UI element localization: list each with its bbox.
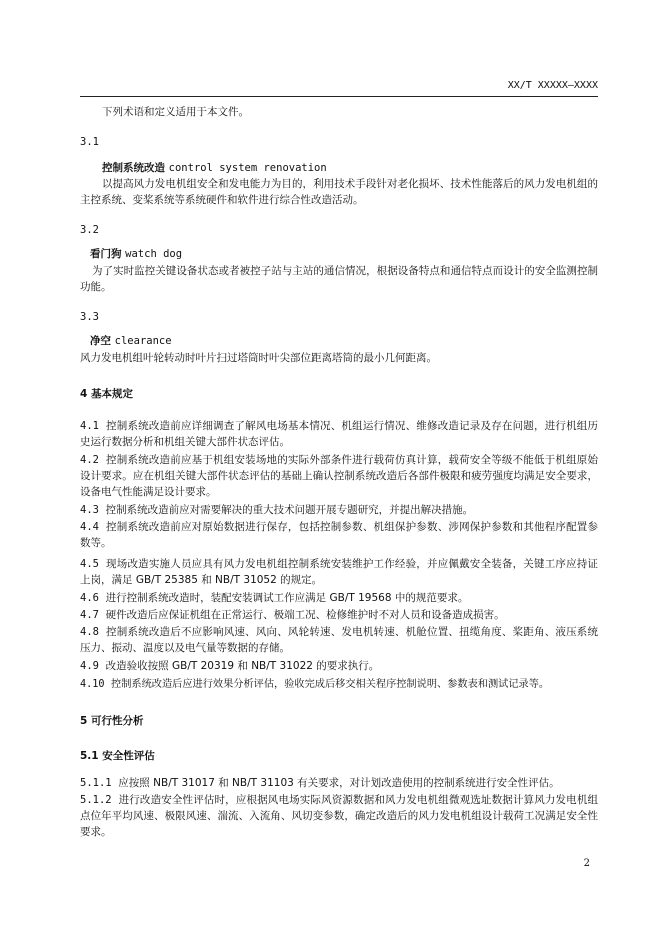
- clause: [80, 677, 598, 693]
- clause-text: 现场改造实施人员应具有风力发电机组控制系统安装维护工作经验，并应佩戴安全装备，关键工序应持证上岗，满足 GB/T 25385 和 NB/T 31052 的规定。: [80, 558, 598, 586]
- clause: [80, 590, 598, 606]
- clause: [80, 792, 598, 840]
- clause-number: 4.5: [80, 558, 99, 570]
- term-definition: 为了实时监控关键设备状态或者被控子站与主站的通信情况，根据设备特点和通信特点而设计的安全监测控制功能。: [80, 265, 598, 293]
- term-name: 控制系统改造: [102, 162, 165, 174]
- clause-text: 控制系统改造前应详细调查了解风电场基本情况、机组运行情况、维修改造记录及存在问题，进行机组历史运行数据分析和机组关键大部件状态评估。: [80, 420, 598, 448]
- term-number: 3.3: [80, 311, 99, 323]
- term-number: 3.2: [80, 224, 99, 236]
- clause-text: 控制系统改造前应基于机组安装场地的实际外部条件进行载荷仿真计算，载荷安全等级不能低于机组原始设计要求。应在机组关键大部件状态评估的基础上确认控制系统改造后各部件极限和疲劳强度均满足安全要求，设备电气性能满足设计要求。: [80, 454, 598, 498]
- term-number: 3.1: [80, 136, 99, 148]
- term-title: [90, 333, 172, 348]
- clause-number: 4.2: [80, 454, 99, 466]
- clause: [80, 418, 598, 450]
- clause: [80, 658, 598, 674]
- term-name: 净空: [90, 335, 111, 347]
- intro-text: 下列术语和定义适用于本文件。: [102, 106, 249, 118]
- clause-text: 硬件改造后应保证机组在正常运行、极端工况、检修维护时不对人员和设备造成损害。: [105, 609, 505, 621]
- clause-number: 4.8: [80, 626, 99, 638]
- term-english: clearance: [114, 335, 172, 347]
- term-definition: 以提高风力发电机组安全和发电能力为目的，利用技术手段针对老化损坏、技术性能落后的风力发电机组的主控系统、变桨系统等系统硬件和软件进行综合性改造活动。: [80, 178, 598, 206]
- clause-number: 4.10: [80, 679, 105, 690]
- clause-number: 4.7: [80, 609, 99, 621]
- section-heading: 5 可行性分析: [80, 715, 144, 727]
- clause: [80, 556, 598, 588]
- clause: [80, 607, 598, 623]
- clause-number: 4.6: [80, 592, 99, 604]
- subsection-heading: 5.1 安全性评估: [80, 750, 155, 762]
- clause-text: 控制系统改造前应对需要解决的重大技术问题开展专题研究，并提出解决措施。: [105, 504, 474, 516]
- page-number: 2: [583, 858, 590, 869]
- clause: [80, 452, 598, 500]
- clause-number: 5.1.2: [80, 794, 112, 806]
- clause-number: 5.1.1: [80, 777, 112, 789]
- term-definition: 风力发电机组叶轮转动时叶片扫过塔筒时叶尖部位距离塔筒的最小几何距离。: [80, 352, 437, 364]
- term-title: [102, 160, 327, 175]
- clause-number: 4.4: [80, 521, 99, 533]
- term-title: [90, 246, 182, 261]
- clause: [80, 502, 598, 518]
- clause-text: 控制系统改造后应进行效果分析评估，验收完成后移交相关程序控制说明、参数表和测试记录等。: [111, 679, 550, 690]
- clause-text: 改造验收按照 GB/T 20319 和 NB/T 31022 的要求执行。: [105, 660, 380, 672]
- header-rule: [80, 96, 598, 97]
- clause-number: 4.9: [80, 660, 99, 672]
- clause-text: 进行控制系统改造时，装配安装调试工作应满足 GB/T 19568 中的规范要求。: [105, 592, 469, 604]
- clause: [80, 519, 598, 551]
- term-english: control system renovation: [168, 162, 327, 174]
- clause: [80, 775, 598, 791]
- clause-text: 应按照 NB/T 31017 和 NB/T 31103 有关要求，对计划改造使用的控制系统进行安全性评估。: [118, 777, 560, 789]
- section-heading: 4 基本规定: [80, 388, 133, 400]
- term-name: 看门狗: [90, 248, 122, 260]
- document-id: XX/T XXXXX—XXXX: [507, 80, 598, 91]
- clause-number: 4.3: [80, 504, 99, 516]
- clause-number: 4.1: [80, 420, 99, 432]
- clause-text: 控制系统改造后不应影响风速、风向、风轮转速、发电机转速、机舱位置、扭缆角度、桨距角、液压系统压力、振动、温度以及电气量等数据的存储。: [80, 626, 598, 654]
- clause-text: 进行改造安全性评估时，应根据风电场实际风资源数据和风力发电机组微观选址数据计算风力发电机组点位年平均风速、极限风速、湍流、入流角、风切变参数，确定改造后的风力发电机组设计载荷工况满足安全性要求。: [80, 794, 598, 838]
- term-english: watch dog: [125, 248, 183, 260]
- clause-text: 控制系统改造前应对原始数据进行保存，包括控制参数、机组保护参数、涉网保护参数和其他程序配置参数等。: [80, 521, 598, 549]
- clause: [80, 624, 598, 656]
